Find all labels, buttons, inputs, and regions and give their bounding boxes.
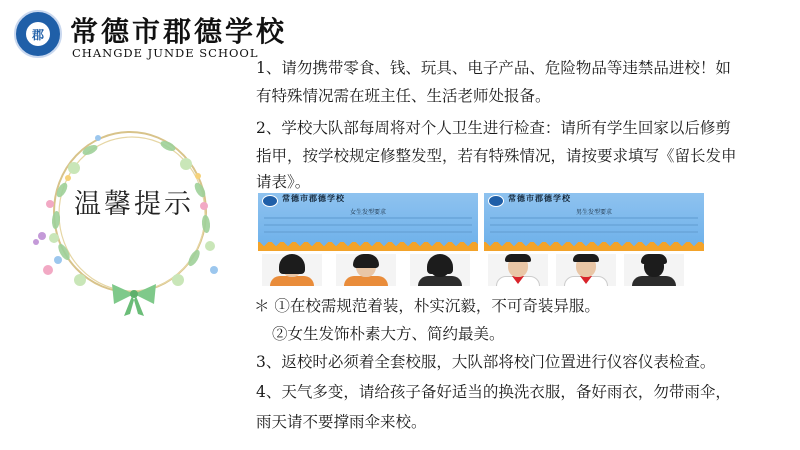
boy-hairstyle-panel [484,193,704,251]
notice-line: 1、请勿携带零食、钱、玩具、电子产品、危险物品等违禁品进校！如 [256,59,731,77]
school-badge-icon [262,195,278,207]
school-name-cn: 常德市郡德学校 [70,15,288,48]
hairstyle-photo [624,254,684,286]
notice-line: ②女生发饰朴素大方、简约最美。 [272,325,505,343]
school-header [10,8,288,64]
hairstyle-photo [410,254,470,286]
panel-body-text [490,217,698,237]
hairstyle-photo [262,254,322,286]
panel-school-name: 常德市郡德学校 [282,193,345,203]
ribbon-bow-icon [104,276,164,316]
panel-subtitle: 男生发型要求 [575,209,613,216]
panel-subtitle: 女生发型要求 [349,209,387,216]
notice-line: 指甲，按学校规定修整发型，若有特殊情况，请按要求填写《留长发申 [256,147,737,165]
girl-hairstyle-panel [258,193,478,251]
notice-line: 请表》。 [256,173,311,191]
panel-school-name: 常德市郡德学校 [508,193,571,203]
notice-line: 有特殊情况需在班主任、生活老师处报备。 [256,87,551,105]
hairstyle-photo [556,254,616,286]
zigzag-border [258,242,478,251]
notice-line: 2、学校大队部每周将对个人卫生进行检查：请所有学生回家以后修剪 [256,119,731,137]
panel-body-text [264,217,472,237]
zigzag-border [484,242,704,251]
school-name-en: CHANGDE JUNDE SCHOOL [72,46,259,60]
reminder-title: 温馨提示 [74,189,194,220]
hairstyle-photo [336,254,396,286]
school-badge-icon [488,195,504,207]
notice-line: 4、天气多变，请给孩子备好适当的换洗衣服，备好雨衣，勿带雨伞， [256,383,731,401]
notice-line: ＊ ①在校需规范着装，朴实沉毅，不可奇装异服。 [254,297,600,315]
school-logo-icon: 郡 [14,10,62,58]
notice-line: 雨天请不要撑雨伞来校。 [256,413,427,431]
notice-line: 3、返校时必须着全套校服，大队部将校门位置进行仪容仪表检查。 [256,353,716,371]
hairstyle-photo [488,254,548,286]
